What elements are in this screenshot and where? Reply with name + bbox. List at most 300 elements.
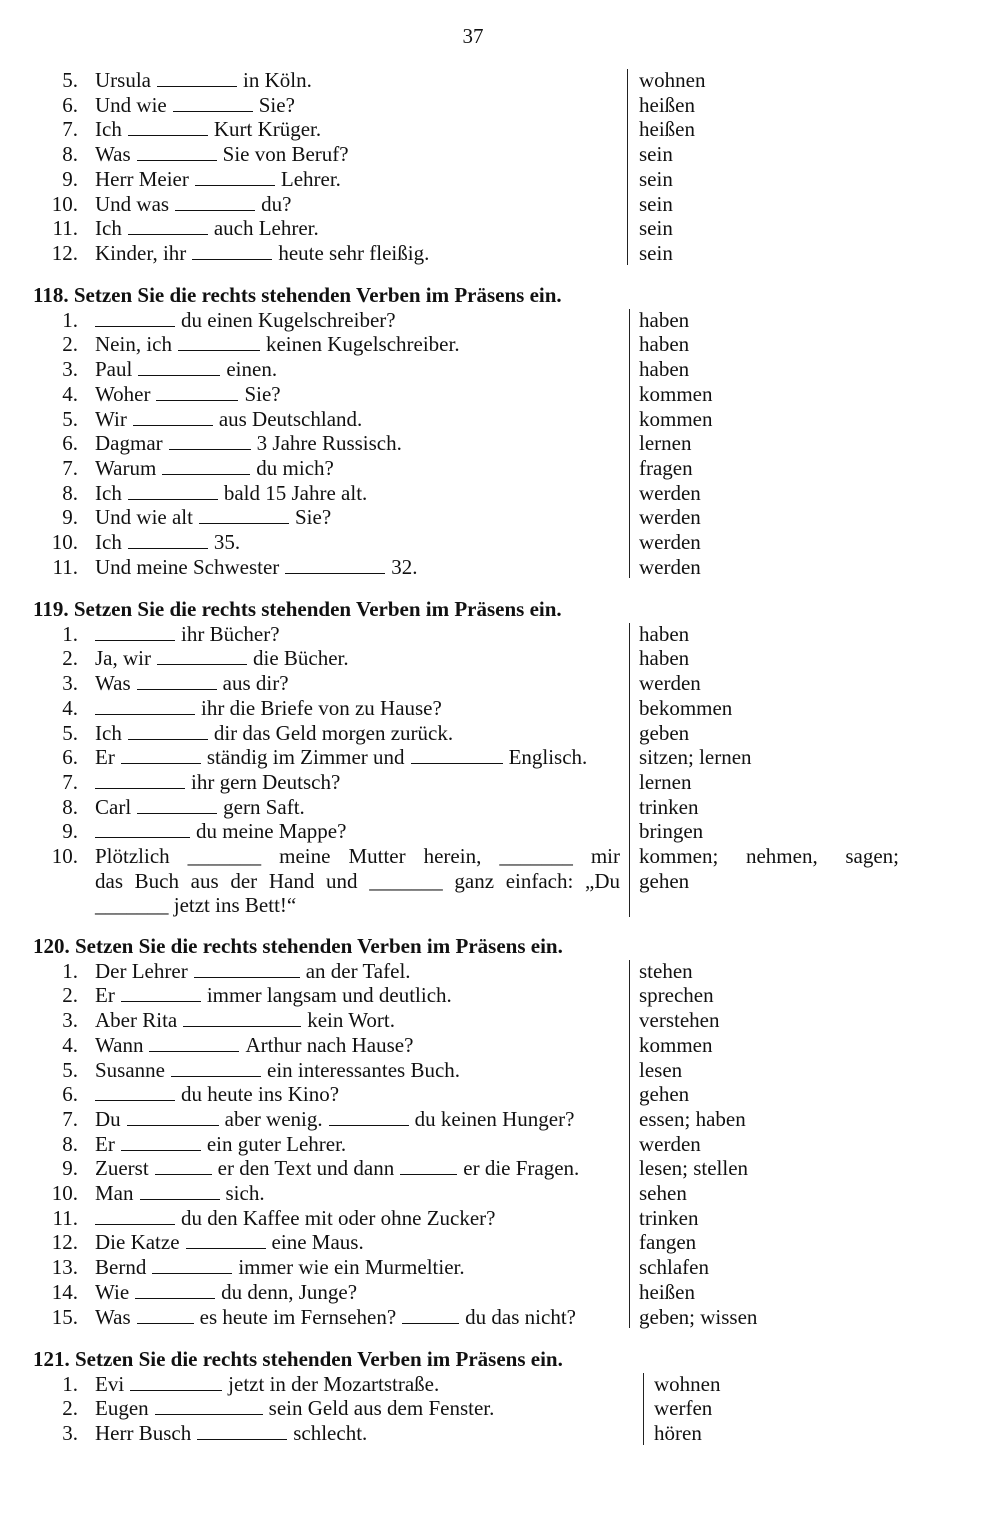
exercise-item xyxy=(0,241,1000,266)
exercise-heading: 118. Setzen Sie die rechts stehenden Verben im Präsens ein. xyxy=(33,283,562,307)
answer-blank[interactable] xyxy=(133,409,213,426)
verb-hint: lernen xyxy=(639,769,692,794)
verb-hint: wohnen xyxy=(654,1371,721,1396)
exercise-item xyxy=(0,117,1000,142)
answer-blank[interactable] xyxy=(95,772,185,789)
item-number: 3. xyxy=(62,671,78,696)
item-number: 4. xyxy=(62,1032,78,1057)
answer-blank[interactable] xyxy=(128,532,208,549)
sentence-text: Er xyxy=(95,1131,115,1156)
sentence-text: Ja, wir xyxy=(95,646,151,671)
exercise-item xyxy=(0,1255,1000,1280)
item-sentence xyxy=(95,1107,620,1132)
answer-blank[interactable] xyxy=(128,723,208,740)
verb-hint: haben xyxy=(639,621,690,646)
answer-blank[interactable] xyxy=(95,1208,175,1225)
sentence-text: ihr gern Deutsch? xyxy=(191,769,341,794)
item-sentence xyxy=(95,555,620,580)
verb-hint: gehen xyxy=(639,1082,690,1107)
exercise-item xyxy=(0,646,1000,671)
sentence-text: Susanne xyxy=(95,1057,165,1082)
column-divider xyxy=(629,960,630,1329)
verb-hint: hören xyxy=(654,1421,702,1446)
verb-hint: sein xyxy=(639,240,673,265)
answer-blank[interactable] xyxy=(199,507,289,524)
exercise-item xyxy=(0,407,1000,432)
sentence-text: Und was xyxy=(95,191,170,216)
sentence-text: immer langsam und deutlich. xyxy=(206,983,452,1008)
verb-hint: lernen xyxy=(639,431,692,456)
verb-hint: heißen xyxy=(639,1279,695,1304)
item-number: 1. xyxy=(62,307,78,332)
exercise-item xyxy=(0,1396,1000,1421)
sentence-text: du den Kaffee mit oder ohne Zucker? xyxy=(181,1205,496,1230)
verb-hint: verstehen xyxy=(639,1008,720,1033)
sentence-text: es heute im Fernsehen? xyxy=(199,1304,397,1329)
item-number: 6. xyxy=(62,1082,78,1107)
sentence-text: immer wie ein Murmeltier. xyxy=(238,1255,465,1280)
sentence-text: einen. xyxy=(226,357,278,382)
answer-blank[interactable] xyxy=(195,169,275,186)
answer-blank[interactable] xyxy=(149,1035,239,1052)
item-sentence xyxy=(95,1008,620,1033)
sentence-text: Herr Meier xyxy=(95,166,189,191)
verb-hint: bringen xyxy=(639,819,704,844)
sentence-line: _______ jetzt ins Bett!“ xyxy=(95,893,297,918)
answer-blank[interactable] xyxy=(169,433,251,450)
item-number: 5. xyxy=(62,1057,78,1082)
item-number: 1. xyxy=(62,1371,78,1396)
column-divider xyxy=(627,69,628,265)
item-sentence xyxy=(95,1396,620,1421)
sentence-text: ihr die Briefe von zu Hause? xyxy=(201,695,442,720)
item-sentence xyxy=(95,1132,620,1157)
item-sentence xyxy=(95,844,620,918)
item-number: 2. xyxy=(62,646,78,671)
item-sentence xyxy=(95,1305,620,1330)
item-sentence xyxy=(95,1421,620,1446)
item-number: 3. xyxy=(62,1008,78,1033)
verb-hint: wohnen xyxy=(639,68,706,92)
answer-blank[interactable] xyxy=(95,1084,175,1101)
answer-blank[interactable] xyxy=(173,95,253,112)
item-number: 2. xyxy=(62,332,78,357)
answer-blank[interactable] xyxy=(121,985,201,1002)
item-sentence xyxy=(95,671,620,696)
item-sentence xyxy=(95,770,620,795)
item-number: 7. xyxy=(62,769,78,794)
verb-hint: werden xyxy=(639,480,701,505)
item-sentence xyxy=(95,308,620,333)
sentence-text: Kinder, ihr xyxy=(95,240,187,265)
item-number: 11. xyxy=(52,554,78,579)
item-sentence xyxy=(95,241,620,266)
sentence-text: Ich xyxy=(95,720,122,745)
sentence-text: ein interessantes Buch. xyxy=(267,1057,461,1082)
sentence-text: Zuerst xyxy=(95,1156,149,1181)
verb-hint: haben xyxy=(639,357,690,382)
item-number: 3. xyxy=(62,357,78,382)
item-sentence xyxy=(95,142,620,167)
sentence-text: 3 Jahre Russisch. xyxy=(256,431,402,456)
verb-hint: geben; wissen xyxy=(639,1304,758,1329)
item-sentence xyxy=(95,959,620,984)
item-number: 10. xyxy=(51,530,78,554)
item-sentence xyxy=(95,1058,620,1083)
answer-blank[interactable] xyxy=(95,698,195,715)
item-sentence xyxy=(95,357,620,382)
answer-blank[interactable] xyxy=(135,1282,215,1299)
answer-blank[interactable] xyxy=(192,243,272,260)
verb-hint: haben xyxy=(639,332,690,357)
item-number: 15. xyxy=(51,1304,78,1329)
answer-blank[interactable] xyxy=(157,70,237,87)
answer-blank[interactable] xyxy=(402,1307,459,1324)
sentence-text: Ich xyxy=(95,216,122,241)
item-sentence xyxy=(95,622,620,647)
exercise-item xyxy=(0,1421,1000,1446)
exercise-item xyxy=(0,142,1000,167)
sentence-text: Carl xyxy=(95,794,132,819)
answer-blank[interactable] xyxy=(155,1398,263,1415)
item-sentence xyxy=(95,382,620,407)
exercise-item xyxy=(0,983,1000,1008)
answer-blank[interactable] xyxy=(137,673,217,690)
exercise-item xyxy=(0,721,1000,746)
sentence-text: ständig im Zimmer und xyxy=(206,745,405,770)
verb-hint: sprechen xyxy=(639,983,714,1008)
exercise-item xyxy=(0,1230,1000,1255)
exercise-item xyxy=(0,696,1000,721)
sentence-text: Ich xyxy=(95,480,122,505)
answer-blank[interactable] xyxy=(194,961,300,978)
exercise-item xyxy=(0,795,1000,820)
answer-blank[interactable] xyxy=(128,218,208,235)
sentence-text: Woher xyxy=(95,381,151,406)
exercise-item xyxy=(0,1058,1000,1083)
answer-blank[interactable] xyxy=(95,310,175,327)
sentence-text: du mich? xyxy=(256,455,334,480)
page-number: 37 xyxy=(462,24,484,48)
item-number: 8. xyxy=(62,794,78,819)
sentence-text: keinen Kugelschreiber. xyxy=(265,332,460,357)
item-number: 6. xyxy=(62,745,78,770)
column-divider xyxy=(629,309,630,579)
sentence-text: Sie? xyxy=(294,505,332,530)
verb-hint: trinken xyxy=(639,1205,699,1230)
sentence-line: Plötzlich _______ meine Mutter herein, _______ mir xyxy=(95,844,620,868)
item-number: 11. xyxy=(52,216,78,241)
exercise-item xyxy=(0,308,1000,333)
sentence-text: Er xyxy=(95,745,115,770)
sentence-text: Ich xyxy=(95,530,122,554)
answer-blank[interactable] xyxy=(197,1423,287,1440)
item-sentence xyxy=(95,1082,620,1107)
answer-blank[interactable] xyxy=(121,747,201,764)
verb-hint: werden xyxy=(639,1131,701,1156)
verb-hint: lesen xyxy=(639,1057,683,1082)
verb-hint: fragen xyxy=(639,455,693,480)
exercise-item xyxy=(0,456,1000,481)
exercise-item xyxy=(0,1206,1000,1231)
answer-blank[interactable] xyxy=(171,1060,261,1077)
item-sentence xyxy=(95,1230,620,1255)
answer-blank[interactable] xyxy=(400,1158,457,1175)
item-sentence xyxy=(95,431,620,456)
item-sentence xyxy=(95,93,620,118)
item-sentence xyxy=(95,795,620,820)
verb-hint: bekommen xyxy=(639,695,733,720)
item-sentence xyxy=(95,721,620,746)
exercise-item xyxy=(0,167,1000,192)
item-number: 6. xyxy=(62,431,78,456)
sentence-text: die Bücher. xyxy=(253,646,349,671)
sentence-text: sich. xyxy=(225,1181,265,1205)
sentence-text: Du xyxy=(95,1106,121,1131)
sentence-text: er die Fragen. xyxy=(463,1156,580,1181)
verb-hint: heißen xyxy=(639,117,695,142)
verb-hint: kommen xyxy=(639,1032,713,1057)
exercise-item xyxy=(0,770,1000,795)
sentence-text: Warum xyxy=(95,455,157,480)
sentence-text: 32. xyxy=(391,554,418,579)
item-number: 7. xyxy=(62,455,78,480)
verb-hint: werden xyxy=(639,554,701,579)
sentence-text: Was xyxy=(95,671,131,696)
item-number: 8. xyxy=(62,480,78,505)
exercise-item xyxy=(0,505,1000,530)
answer-blank[interactable] xyxy=(285,557,385,574)
verb-hint: lesen; stellen xyxy=(639,1156,749,1181)
item-sentence xyxy=(95,505,620,530)
answer-blank[interactable] xyxy=(152,1257,232,1274)
sentence-text: Bernd xyxy=(95,1255,147,1280)
exercise-item xyxy=(0,555,1000,580)
item-sentence xyxy=(95,819,620,844)
item-sentence xyxy=(95,216,620,241)
sentence-text: du heute ins Kino? xyxy=(181,1082,340,1107)
item-number: 9. xyxy=(62,819,78,844)
answer-blank[interactable] xyxy=(121,1134,201,1151)
item-sentence xyxy=(95,983,620,1008)
sentence-text: Aber Rita xyxy=(95,1008,178,1033)
exercise-heading: 120. Setzen Sie die rechts stehenden Verben im Präsens ein. xyxy=(33,934,563,958)
exercise-item xyxy=(0,819,1000,844)
item-number: 3. xyxy=(62,1421,78,1446)
exercise-item xyxy=(0,68,1000,93)
answer-blank[interactable] xyxy=(162,458,250,475)
sentence-text: ein guter Lehrer. xyxy=(206,1131,347,1156)
item-number: 5. xyxy=(62,68,78,92)
answer-blank[interactable] xyxy=(186,1232,266,1249)
exercise-item xyxy=(0,1181,1000,1206)
item-sentence xyxy=(95,167,620,192)
item-sentence xyxy=(95,192,620,217)
item-number: 14. xyxy=(51,1279,78,1304)
answer-blank[interactable] xyxy=(95,821,190,838)
verb-hint: geben xyxy=(639,720,690,745)
item-sentence xyxy=(95,745,620,770)
item-number: 8. xyxy=(62,142,78,167)
exercise-item xyxy=(0,1372,1000,1397)
item-sentence xyxy=(95,1206,620,1231)
answer-blank[interactable] xyxy=(157,648,247,665)
answer-blank[interactable] xyxy=(137,144,217,161)
answer-blank[interactable] xyxy=(156,384,238,401)
exercise-item xyxy=(0,1156,1000,1181)
answer-blank[interactable] xyxy=(128,119,208,136)
verb-hint: sein xyxy=(639,166,673,191)
exercise-item xyxy=(0,332,1000,357)
sentence-text: Nein, ich xyxy=(95,332,172,357)
sentence-text: Wir xyxy=(95,406,127,431)
exercise-item xyxy=(0,382,1000,407)
sentence-text: an der Tafel. xyxy=(305,958,411,983)
answer-blank[interactable] xyxy=(130,1374,222,1391)
sentence-text: aus dir? xyxy=(222,671,289,696)
item-sentence xyxy=(95,456,620,481)
answer-blank[interactable] xyxy=(127,1109,219,1126)
item-number: 6. xyxy=(62,92,78,117)
sentence-text: kein Wort. xyxy=(307,1008,395,1033)
exercise-item xyxy=(0,93,1000,118)
answer-blank[interactable] xyxy=(140,1183,220,1200)
verb-hint: haben xyxy=(639,646,690,671)
sentence-text: Wie xyxy=(95,1279,130,1304)
answer-blank[interactable] xyxy=(128,483,218,500)
item-sentence xyxy=(95,481,620,506)
sentence-text: gern Saft. xyxy=(223,794,305,819)
verb-hint: gehen xyxy=(639,868,690,893)
verb-hint: stehen xyxy=(639,958,693,983)
item-number: 2. xyxy=(62,983,78,1008)
sentence-text: du? xyxy=(261,191,292,216)
item-number: 10. xyxy=(51,1181,78,1205)
item-number: 10. xyxy=(51,844,78,868)
verb-hint: werfen xyxy=(654,1396,713,1421)
item-sentence xyxy=(95,1280,620,1305)
sentence-text: Lehrer. xyxy=(280,166,341,191)
verb-hint: haben xyxy=(639,307,690,332)
sentence-text: ihr Bücher? xyxy=(181,621,280,646)
verb-hint: sehen xyxy=(639,1181,687,1205)
sentence-text: du keinen Hunger? xyxy=(414,1106,575,1131)
exercise-item xyxy=(0,431,1000,456)
item-sentence xyxy=(95,117,620,142)
exercise-item xyxy=(0,844,1000,918)
exercise-item xyxy=(0,1305,1000,1330)
column-divider xyxy=(629,623,630,917)
exercise-item xyxy=(0,959,1000,984)
answer-blank[interactable] xyxy=(183,1010,301,1027)
sentence-text: Arthur nach Hause? xyxy=(245,1032,414,1057)
sentence-text: Ursula xyxy=(95,68,151,92)
item-number: 1. xyxy=(62,621,78,646)
item-number: 4. xyxy=(62,695,78,720)
sentence-text: Ich xyxy=(95,117,122,142)
answer-blank[interactable] xyxy=(155,1158,212,1175)
item-number: 12. xyxy=(51,1230,78,1255)
exercise-item xyxy=(0,671,1000,696)
verb-hint: werden xyxy=(639,671,701,696)
verb-hint: essen; haben xyxy=(639,1106,746,1131)
exercise-item xyxy=(0,1008,1000,1033)
sentence-text: Die Katze xyxy=(95,1230,180,1255)
verb-hint: werden xyxy=(639,530,701,554)
sentence-text: Was xyxy=(95,142,131,167)
item-sentence xyxy=(95,68,620,93)
answer-blank[interactable] xyxy=(137,797,217,814)
sentence-text: Wann xyxy=(95,1032,144,1057)
item-sentence xyxy=(95,407,620,432)
exercise-heading: 119. Setzen Sie die rechts stehenden Verben im Präsens ein. xyxy=(33,597,562,621)
sentence-text: du denn, Junge? xyxy=(221,1279,358,1304)
sentence-text: Er xyxy=(95,983,115,1008)
answer-blank[interactable] xyxy=(175,194,255,211)
sentence-text: aber wenig. xyxy=(224,1106,323,1131)
exercise-heading: 121. Setzen Sie die rechts stehenden Verben im Präsens ein. xyxy=(33,1347,563,1371)
sentence-text: eine Maus. xyxy=(271,1230,364,1255)
column-divider xyxy=(643,1373,644,1445)
sentence-text: schlecht. xyxy=(293,1421,368,1446)
sentence-text: Englisch. xyxy=(508,745,588,770)
sentence-text: Man xyxy=(95,1181,134,1205)
item-number: 2. xyxy=(62,1396,78,1421)
sentence-text: Herr Busch xyxy=(95,1421,192,1446)
item-sentence xyxy=(95,696,620,721)
sentence-text: Und meine Schwester xyxy=(95,554,280,579)
verb-hint: kommen xyxy=(639,406,713,431)
sentence-text: aus Deutschland. xyxy=(218,406,363,431)
verb-hint: sein xyxy=(639,142,673,167)
item-number: 7. xyxy=(62,117,78,142)
sentence-text: Eugen xyxy=(95,1396,149,1421)
sentence-text: Sie von Beruf? xyxy=(222,142,349,167)
sentence-text: er den Text und dann xyxy=(217,1156,395,1181)
sentence-text: Und wie xyxy=(95,92,167,117)
exercise-item xyxy=(0,192,1000,217)
item-number: 9. xyxy=(62,505,78,530)
sentence-line: das Buch aus der Hand und _______ ganz einfach: „Du xyxy=(95,868,620,893)
sentence-text: 35. xyxy=(213,530,241,554)
answer-blank[interactable] xyxy=(138,359,220,376)
item-sentence xyxy=(95,332,620,357)
answer-blank[interactable] xyxy=(178,334,260,351)
verb-hint: heißen xyxy=(639,92,695,117)
sentence-text: in Köln. xyxy=(243,68,312,92)
answer-blank[interactable] xyxy=(329,1109,409,1126)
verb-hint: trinken xyxy=(639,794,699,819)
sentence-text: du meine Mappe? xyxy=(196,819,347,844)
sentence-text: du einen Kugelschreiber? xyxy=(181,307,396,332)
answer-blank[interactable] xyxy=(137,1307,194,1324)
sentence-text: bald 15 Jahre alt. xyxy=(223,480,368,505)
verb-hint: fangen xyxy=(639,1230,697,1255)
exercise-item xyxy=(0,1033,1000,1058)
item-number: 10. xyxy=(51,191,78,216)
item-sentence xyxy=(95,530,620,555)
item-sentence xyxy=(95,1156,620,1181)
answer-blank[interactable] xyxy=(411,747,503,764)
answer-blank[interactable] xyxy=(95,624,175,641)
verb-hint: werden xyxy=(639,505,701,530)
exercise-item xyxy=(0,481,1000,506)
sentence-text: auch Lehrer. xyxy=(213,216,319,241)
exercise-item xyxy=(0,1132,1000,1157)
item-sentence xyxy=(95,1033,620,1058)
sentence-text: Dagmar xyxy=(95,431,163,456)
exercise-item xyxy=(0,1082,1000,1107)
